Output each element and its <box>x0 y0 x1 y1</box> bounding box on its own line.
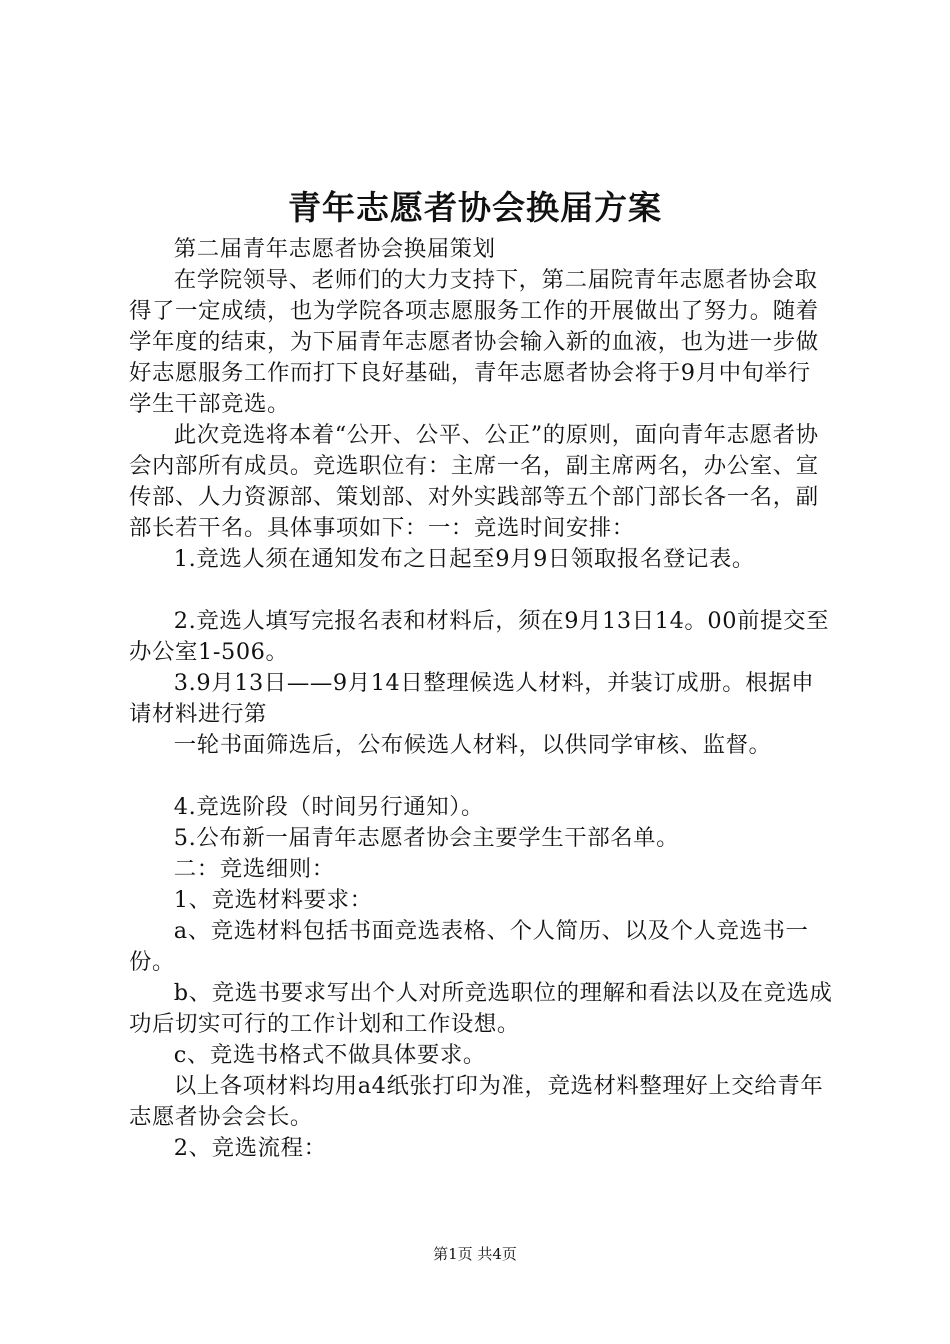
section-heading-rules: 二：竞选细则： <box>173 856 335 882</box>
paragraph-requirement-a: a、竞选材料包括书面竞选表格、个人简历、以及个人竞选书一份。 <box>129 918 809 975</box>
paragraph-schedule-5: 5.公布新一届青年志愿者协会主要学生干部名单。 <box>173 825 680 851</box>
paragraph-process-heading: 2、竞选流程： <box>173 1135 327 1161</box>
paragraph-schedule-3: 3.9月13日——9月14日整理候选人材料，并装订成册。根据申请材料进行第 <box>129 670 815 727</box>
paragraph-material-requirements: 1、竞选材料要求： <box>173 887 373 913</box>
paragraph-intro: 在学院领导、老师们的大力支持下，第二届院青年志愿者协会取得了一定成绩，也为学院各项志愿服务工作的开展做出了努力。随着学年度的结束，为下届青年志愿者协会输入新的血液，也为进一步做好志愿服务工作而打下良好基础，青年志愿者协会将于9月中旬举行学生干部竞选。 <box>129 267 819 417</box>
paragraph-screening: 一轮书面筛选后，公布候选人材料，以供同学审核、监督。 <box>173 732 772 758</box>
document-body <box>129 234 833 1164</box>
paragraph-schedule-4: 4.竞选阶段（时间另行通知）。 <box>173 794 485 820</box>
paragraph-schedule-1: 1.竞选人须在通知发布之日起至9月9日领取报名登记表。 <box>173 546 755 572</box>
paragraph-printing-note: 以上各项材料均用a4纸张打印为准，竞选材料整理好上交给青年志愿者协会会长。 <box>129 1073 824 1130</box>
paragraph-subtitle: 第二届青年志愿者协会换届策划 <box>173 236 496 262</box>
paragraph-requirement-b: b、竞选书要求写出个人对所竞选职位的理解和看法以及在竞选成功后切实可行的工作计划和工作设想。 <box>129 980 833 1037</box>
paragraph-schedule-2: 2.竞选人填写完报名表和材料后，须在9月13日14。00前提交至办公室1-506。 <box>129 608 830 665</box>
page-number-footer: 第1页 共4页 <box>433 1245 517 1263</box>
paragraph-principles: 此次竞选将本着“公开、公平、公正”的原则，面向青年志愿者协会内部所有成员。竞选职位有：主席一名，副主席两名，办公室、宣传部、人力资源部、策划部、对外实践部等五个部门部长各一名，副部长若干名。具体事项如下：一：竞选时间安排： <box>129 422 819 541</box>
paragraph-requirement-c: c、竞选书格式不做具体要求。 <box>173 1042 486 1068</box>
document-title: 青年志愿者协会换届方案 <box>288 188 662 227</box>
